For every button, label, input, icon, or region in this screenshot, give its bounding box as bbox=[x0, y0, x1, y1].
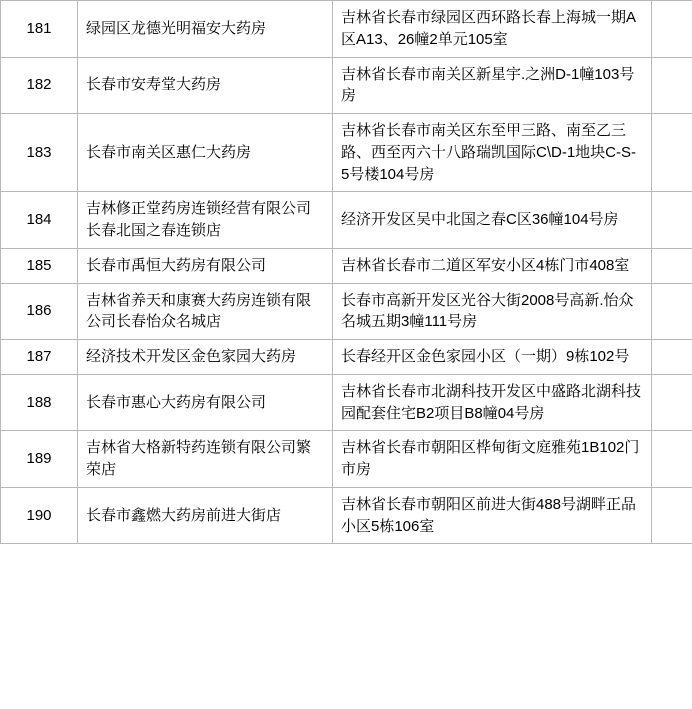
pharmacy-name: 长春市南关区惠仁大药房 bbox=[78, 114, 333, 192]
table-row bbox=[1, 487, 692, 544]
table-row bbox=[1, 1, 692, 58]
table-row bbox=[1, 248, 692, 283]
pharmacy-address: 吉林省长春市北湖科技开发区中盛路北湖科技园配套住宅B2项目B8幢04号房 bbox=[333, 374, 652, 431]
row-index: 189 bbox=[1, 431, 78, 488]
pharmacy-name: 经济技术开发区金色家园大药房 bbox=[78, 340, 333, 375]
pharmacy-address: 长春市高新开发区光谷大街2008号高新.怡众名城五期3幢111号房 bbox=[333, 283, 652, 340]
pharmacy-address: 长春经开区金色家园小区（一期）9栋102号 bbox=[333, 340, 652, 375]
pharmacy-extra bbox=[652, 340, 692, 375]
row-index: 181 bbox=[1, 1, 78, 58]
row-index: 188 bbox=[1, 374, 78, 431]
table-row bbox=[1, 114, 692, 192]
table-row bbox=[1, 57, 692, 114]
row-index: 186 bbox=[1, 283, 78, 340]
pharmacy-name: 长春市安寿堂大药房 bbox=[78, 57, 333, 114]
pharmacy-extra bbox=[652, 248, 692, 283]
pharmacy-name: 吉林修正堂药房连锁经营有限公司长春北国之春连锁店 bbox=[78, 192, 333, 249]
pharmacy-extra bbox=[652, 192, 692, 249]
row-index: 190 bbox=[1, 487, 78, 544]
pharmacy-extra bbox=[652, 1, 692, 58]
pharmacy-extra bbox=[652, 431, 692, 488]
row-index: 183 bbox=[1, 114, 78, 192]
pharmacy-name: 吉林省大格新特药连锁有限公司繁荣店 bbox=[78, 431, 333, 488]
pharmacy-address: 吉林省长春市朝阳区前进大街488号湖畔正品小区5栋106室 bbox=[333, 487, 652, 544]
pharmacy-extra bbox=[652, 114, 692, 192]
pharmacy-address: 经济开发区吴中北国之春C区36幢104号房 bbox=[333, 192, 652, 249]
row-index: 185 bbox=[1, 248, 78, 283]
row-index: 184 bbox=[1, 192, 78, 249]
row-index: 182 bbox=[1, 57, 78, 114]
table-body bbox=[1, 1, 692, 544]
pharmacy-extra bbox=[652, 487, 692, 544]
table-row bbox=[1, 431, 692, 488]
pharmacy-name: 长春市惠心大药房有限公司 bbox=[78, 374, 333, 431]
pharmacy-name: 长春市鑫燃大药房前进大街店 bbox=[78, 487, 333, 544]
pharmacy-name: 吉林省养天和康赛大药房连锁有限公司长春怡众名城店 bbox=[78, 283, 333, 340]
pharmacy-name: 长春市禹恒大药房有限公司 bbox=[78, 248, 333, 283]
pharmacy-address: 吉林省长春市二道区军安小区4栋门市408室 bbox=[333, 248, 652, 283]
table-row bbox=[1, 340, 692, 375]
table-row bbox=[1, 374, 692, 431]
pharmacy-address: 吉林省长春市南关区东至甲三路、南至乙三路、西至丙六十八路瑞凯国际C\D-1地块C-S-5号楼104号房 bbox=[333, 114, 652, 192]
pharmacy-address: 吉林省长春市南关区新星宇.之洲D-1幢103号房 bbox=[333, 57, 652, 114]
pharmacy-extra bbox=[652, 374, 692, 431]
table-row bbox=[1, 283, 692, 340]
pharmacy-address: 吉林省长春市绿园区西环路长春上海城一期A区A13、26幢2单元105室 bbox=[333, 1, 652, 58]
pharmacy-address: 吉林省长春市朝阳区桦甸街文庭雅苑1B102门市房 bbox=[333, 431, 652, 488]
row-index: 187 bbox=[1, 340, 78, 375]
pharmacy-extra bbox=[652, 283, 692, 340]
pharmacy-extra bbox=[652, 57, 692, 114]
table-row bbox=[1, 192, 692, 249]
pharmacy-name: 绿园区龙德光明福安大药房 bbox=[78, 1, 333, 58]
